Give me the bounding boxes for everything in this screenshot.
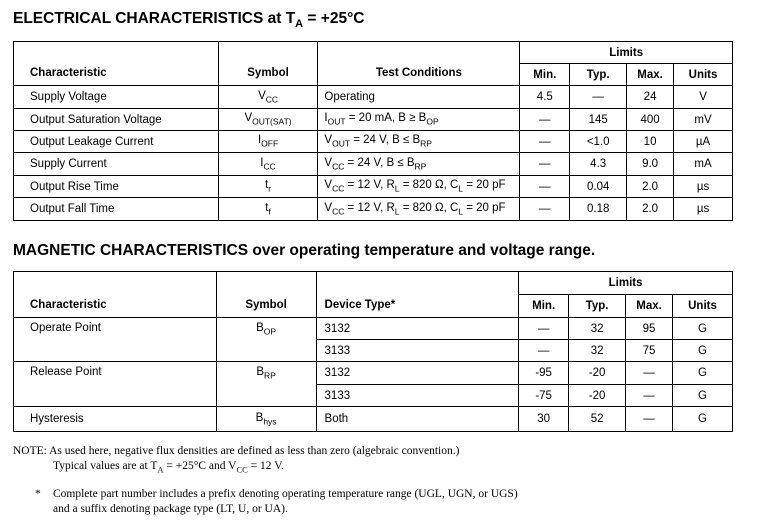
- table-header-row: [14, 42, 733, 64]
- typ-cell: <1.0: [570, 131, 627, 153]
- typ-cell: 145: [570, 109, 627, 131]
- electrical-characteristics-table: [13, 41, 733, 221]
- condition-cell: $I_{OUT} = 20$ mA, $B \ge B_{OP}$: [318, 109, 520, 131]
- max-cell: 24: [627, 86, 674, 109]
- header-characteristic: Characteristic: [14, 272, 217, 318]
- characteristic-cell: Release Point: [14, 362, 217, 407]
- units-cell: mA: [674, 153, 733, 176]
- max-cell: 95: [626, 318, 673, 340]
- header-units: Units: [674, 64, 733, 86]
- device-type-cell: 3132: [316, 362, 519, 385]
- units-cell: G: [673, 385, 733, 407]
- condition-cell: $V_{CC} = 12$ V, $R_L = 820$ Ω, $C_L = 20$ pF: [318, 198, 520, 221]
- footnote: [53, 487, 518, 517]
- table-row: [14, 109, 733, 131]
- table-row: [14, 131, 733, 153]
- symbol-cell: $I_{CC}$: [218, 153, 318, 176]
- max-cell: 2.0: [627, 198, 674, 221]
- characteristic-cell: Output Fall Time: [14, 198, 219, 221]
- min-cell: —: [520, 176, 570, 198]
- characteristic-cell: Operate Point: [14, 318, 217, 362]
- units-cell: G: [673, 340, 733, 362]
- device-type-cell: 3133: [316, 340, 519, 362]
- table-row: [14, 153, 733, 176]
- footnote-line-1: Complete part number includes a prefix denoting operating temperature range (UGL, UGN, or UGS): [53, 488, 518, 500]
- typ-cell: 52: [569, 407, 626, 432]
- header-limits: Limits: [520, 42, 733, 64]
- max-cell: —: [626, 407, 673, 432]
- symbol-cell: $t_f$: [218, 198, 318, 221]
- electrical-characteristics-title: ELECTRICAL CHARACTERISTICS at $T_A = +25^\circ C$: [13, 10, 365, 31]
- min-cell: —: [519, 340, 569, 362]
- footnote-marker: *: [35, 488, 41, 500]
- header-max: Max.: [627, 64, 674, 86]
- magnetic-characteristics-title: MAGNETIC CHARACTERISTICS over operating temperature and voltage range.: [13, 242, 596, 259]
- typ-cell: 32: [569, 340, 626, 362]
- table-header-row: [14, 272, 733, 295]
- min-cell: 30: [519, 407, 569, 432]
- device-type-cell: Both: [316, 407, 519, 432]
- min-cell: -75: [519, 385, 569, 407]
- min-cell: -95: [519, 362, 569, 385]
- header-min: Min.: [520, 64, 570, 86]
- footnote-line-2: and a suffix denoting package type (LT, U, or UA).: [53, 503, 288, 515]
- condition-cell: Operating: [318, 86, 520, 109]
- table-row: [14, 198, 733, 221]
- header-units: Units: [673, 295, 733, 318]
- max-cell: 2.0: [627, 176, 674, 198]
- min-cell: —: [519, 318, 569, 340]
- note-line-2: Typical values are at $T_A = +25^\circ C$ and $V_{CC} = 12$ V.: [53, 460, 284, 475]
- header-typ: Typ.: [569, 295, 626, 318]
- header-test-conditions: Test Conditions: [318, 42, 520, 86]
- symbol-cell: $B_{hys}$: [216, 407, 316, 432]
- units-cell: µs: [674, 198, 733, 221]
- units-cell: G: [673, 407, 733, 432]
- table-row: [14, 176, 733, 198]
- symbol-cell: $B_{OP}$: [216, 318, 316, 362]
- typ-cell: -20: [569, 385, 626, 407]
- table-row: [14, 318, 733, 340]
- characteristic-cell: Hysteresis: [14, 407, 217, 432]
- symbol-cell: $B_{RP}$: [216, 362, 316, 407]
- header-max: Max.: [626, 295, 673, 318]
- max-cell: —: [626, 385, 673, 407]
- header-characteristic: Characteristic: [14, 42, 219, 86]
- symbol-cell: $V_{OUT(SAT)}$: [218, 109, 318, 131]
- max-cell: 9.0: [627, 153, 674, 176]
- units-cell: V: [674, 86, 733, 109]
- typ-cell: 32: [569, 318, 626, 340]
- units-cell: G: [673, 362, 733, 385]
- header-min: Min.: [519, 295, 569, 318]
- table-row: [14, 407, 733, 432]
- max-cell: —: [626, 362, 673, 385]
- characteristic-cell: Output Saturation Voltage: [14, 109, 219, 131]
- table-row: [14, 362, 733, 385]
- table-row: [14, 86, 733, 109]
- symbol-cell: $V_{CC}$: [218, 86, 318, 109]
- header-symbol: Symbol: [218, 42, 318, 86]
- symbol-cell: $t_r$: [218, 176, 318, 198]
- note: [13, 444, 459, 477]
- characteristic-cell: Supply Voltage: [14, 86, 219, 109]
- condition-cell: $V_{OUT} = 24$ V, $B \le B_{RP}$: [318, 131, 520, 153]
- min-cell: —: [520, 153, 570, 176]
- condition-cell: $V_{CC} = 12$ V, $R_L = 820$ Ω, $C_L = 20$ pF: [318, 176, 520, 198]
- magnetic-characteristics-table: [13, 271, 733, 432]
- header-symbol: Symbol: [216, 272, 316, 318]
- typ-cell: —: [570, 86, 627, 109]
- device-type-cell: 3132: [316, 318, 519, 340]
- characteristic-cell: Output Leakage Current: [14, 131, 219, 153]
- symbol-cell: $I_{OFF}$: [218, 131, 318, 153]
- units-cell: mV: [674, 109, 733, 131]
- units-cell: µs: [674, 176, 733, 198]
- header-typ: Typ.: [570, 64, 627, 86]
- condition-cell: $V_{CC} = 24$ V, $B \le B_{RP}$: [318, 153, 520, 176]
- min-cell: —: [520, 109, 570, 131]
- typ-cell: 0.18: [570, 198, 627, 221]
- device-type-cell: 3133: [316, 385, 519, 407]
- max-cell: 10: [627, 131, 674, 153]
- typ-cell: 0.04: [570, 176, 627, 198]
- min-cell: 4.5: [520, 86, 570, 109]
- max-cell: 400: [627, 109, 674, 131]
- header-limits: Limits: [519, 272, 733, 295]
- typ-cell: 4.3: [570, 153, 627, 176]
- units-cell: G: [673, 318, 733, 340]
- min-cell: —: [520, 198, 570, 221]
- max-cell: 75: [626, 340, 673, 362]
- typ-cell: -20: [569, 362, 626, 385]
- characteristic-cell: Output Rise Time: [14, 176, 219, 198]
- note-line-1: NOTE: As used here, negative flux densities are defined as less than zero (algebraic convention.): [13, 445, 460, 457]
- characteristic-cell: Supply Current: [14, 153, 219, 176]
- min-cell: —: [520, 131, 570, 153]
- header-device-type: Device Type*: [316, 272, 519, 318]
- units-cell: µA: [674, 131, 733, 153]
